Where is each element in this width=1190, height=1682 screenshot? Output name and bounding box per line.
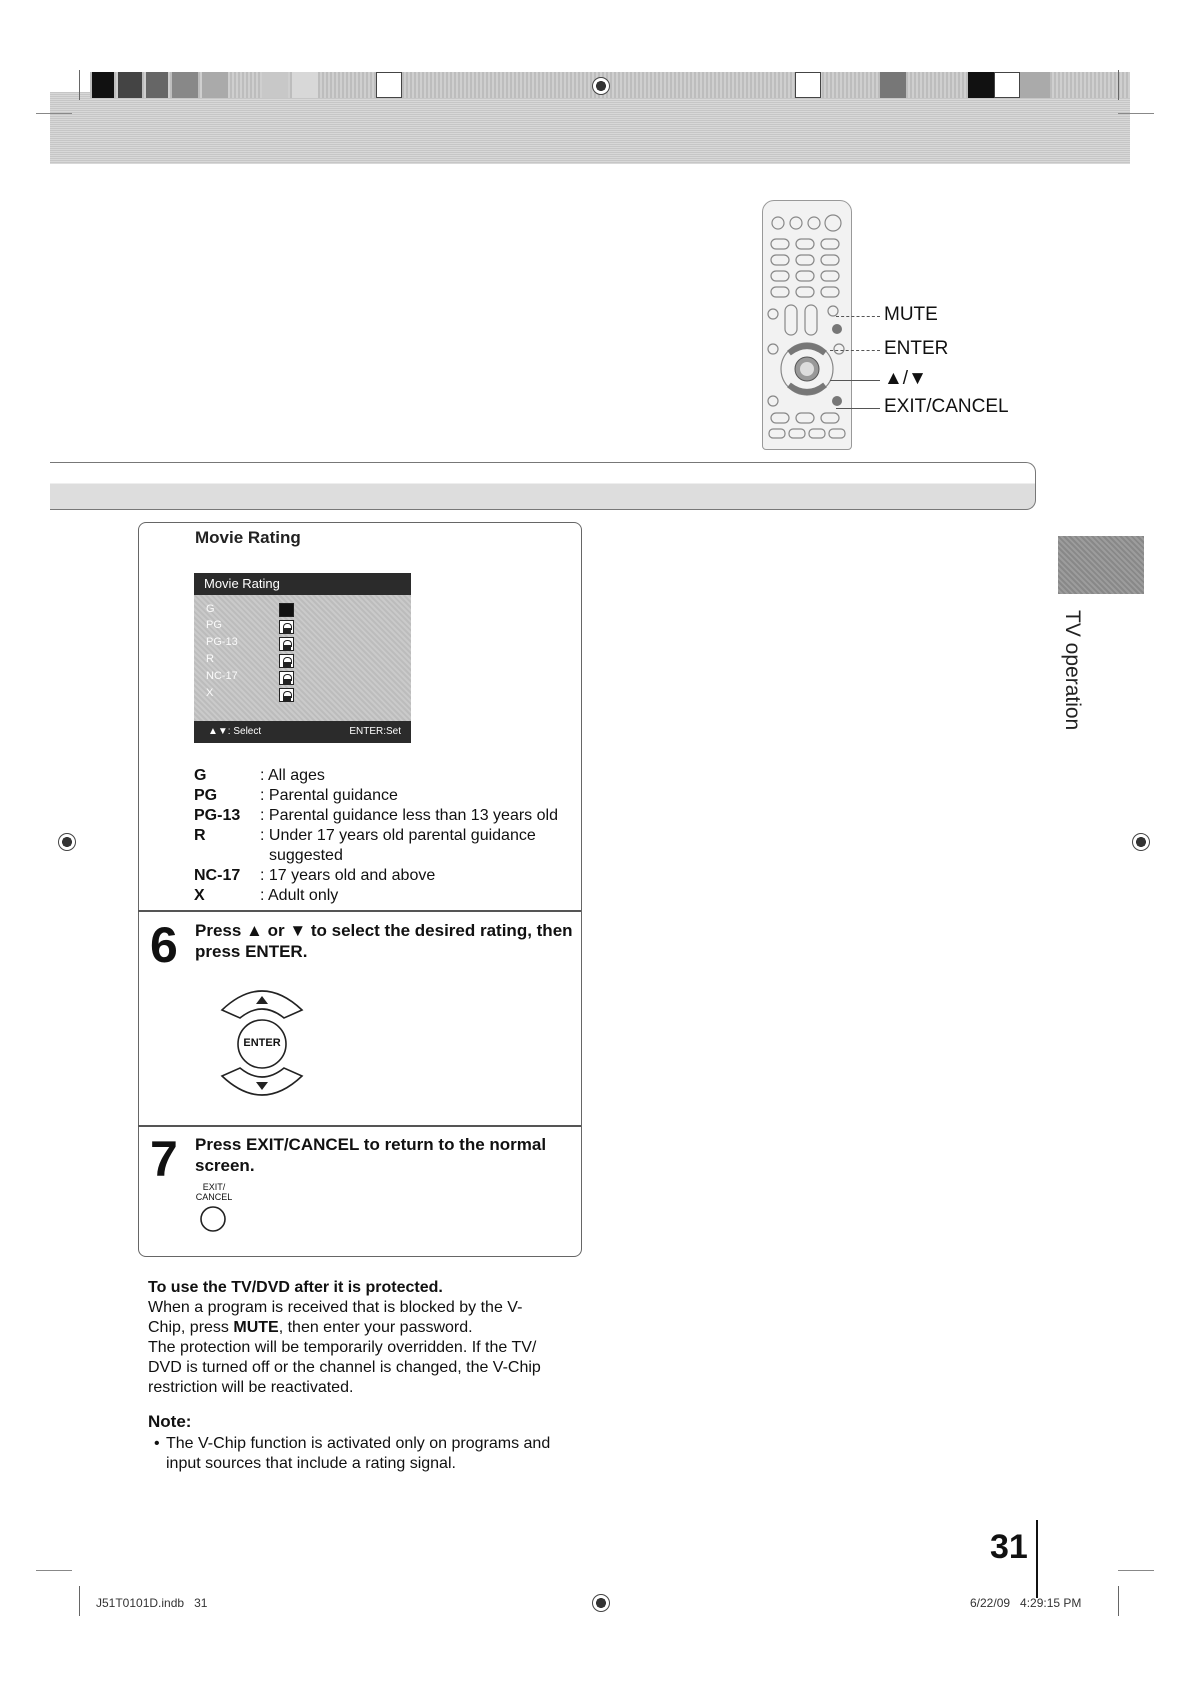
note-line1: The V-Chip function is activated only on programs and	[166, 1435, 551, 1452]
color-block	[172, 72, 198, 98]
crop-mark	[36, 113, 72, 114]
footer-file: J51T0101D.indb 31	[96, 1596, 208, 1610]
rating-code: PG	[194, 787, 218, 804]
rating-desc: : Parental guidance	[260, 787, 398, 804]
step-divider	[138, 910, 581, 912]
tv-rating-item: R	[206, 653, 214, 665]
rating-code: G	[194, 767, 207, 784]
color-block	[146, 72, 168, 98]
rating-code: NC-17	[194, 867, 241, 884]
tv-rating-item: PG-13	[206, 636, 238, 648]
unlocked-icon	[279, 603, 294, 617]
lock-icon	[279, 637, 294, 651]
rating-desc: : Under 17 years old parental guidance	[260, 827, 536, 844]
color-block	[880, 72, 906, 98]
note-heading: Note:	[148, 1412, 192, 1431]
tv-footer-select: ▲▼: Select	[208, 726, 262, 737]
crop-mark	[36, 1570, 72, 1571]
rating-desc: : 17 years old and above	[260, 867, 436, 884]
after-protect-line2-end: , then enter your password.	[278, 1319, 473, 1336]
rating-desc: : Parental guidance less than 13 years old	[260, 807, 558, 824]
color-block	[376, 72, 402, 98]
crop-mark	[1118, 1586, 1119, 1616]
remote-label-enter: ENTER	[884, 338, 949, 359]
color-block	[1020, 72, 1050, 98]
page-number: 31	[990, 1528, 1028, 1566]
color-block	[92, 72, 114, 98]
rating-desc: : Adult only	[260, 887, 339, 904]
remote-buttons-icon	[763, 201, 851, 449]
exit-cancel-icon-label	[194, 1182, 234, 1202]
crop-mark	[1118, 113, 1154, 114]
exit-label-line2: CANCEL	[195, 1192, 233, 1202]
lock-icon	[279, 620, 294, 634]
tv-screen-illustration	[194, 573, 411, 743]
after-protect-line4: DVD is turned off or the channel is changed, the V-Chip	[148, 1359, 541, 1376]
note-line2: input sources that include a rating signal.	[166, 1455, 456, 1472]
color-block	[292, 72, 318, 98]
tv-screen-footer	[194, 721, 411, 743]
step-number: 6	[150, 917, 178, 973]
remote-illustration	[762, 200, 852, 450]
step-7-text-line1: Press EXIT/CANCEL to return to the normal	[195, 1135, 547, 1154]
rating-code: PG-13	[194, 807, 241, 824]
after-protect-line5: restriction will be reactivated.	[148, 1379, 354, 1396]
mute-keyword: MUTE	[233, 1319, 279, 1336]
leader-line	[830, 380, 880, 382]
section-header-bar	[50, 462, 1036, 510]
after-protect-heading: To use the TV/DVD after it is protected.	[148, 1279, 443, 1296]
leader-line	[836, 408, 880, 410]
registration-mark	[58, 833, 76, 851]
color-block	[795, 72, 821, 98]
tv-rating-item: G	[206, 603, 215, 615]
side-tab	[1058, 536, 1144, 594]
remote-label-mute: MUTE	[884, 304, 938, 325]
rating-code: R	[194, 827, 206, 844]
tv-screen-title: Movie Rating	[194, 573, 411, 595]
step-6-text-line2: press ENTER.	[195, 942, 308, 961]
crop-mark	[1118, 70, 1119, 100]
color-block	[968, 72, 994, 98]
footer-timestamp: 6/22/09 4:29:15 PM	[970, 1596, 1082, 1610]
crop-mark	[1118, 1570, 1154, 1571]
lock-icon	[279, 688, 294, 702]
enter-icon-label: ENTER	[243, 1037, 281, 1049]
color-block	[262, 72, 288, 98]
crop-mark	[79, 70, 80, 100]
header-band	[50, 92, 1130, 164]
movie-rating-title: Movie Rating	[195, 528, 301, 547]
color-block	[202, 72, 228, 98]
exit-label-line1: EXIT/	[202, 1182, 226, 1192]
color-block	[118, 72, 142, 98]
remote-label-arrows: ▲/▼	[884, 368, 927, 389]
page-number-rule	[1036, 1520, 1038, 1598]
step-number: 7	[150, 1131, 178, 1187]
rating-desc: : All ages	[260, 767, 325, 784]
step-6-text-line1: Press ▲ or ▼ to select the desired rating, then	[195, 921, 573, 940]
lock-icon	[279, 654, 294, 668]
rating-desc: suggested	[269, 847, 343, 864]
after-protect-line2	[148, 1318, 473, 1338]
remote-label-exit-cancel: EXIT/CANCEL	[884, 396, 1009, 417]
crop-mark	[79, 1586, 80, 1616]
lock-icon	[279, 671, 294, 685]
tv-rating-item: X	[206, 687, 214, 699]
registration-mark	[592, 77, 610, 95]
leader-line	[836, 316, 880, 318]
after-protect-line3: The protection will be temporarily overridden. If the TV/	[148, 1339, 537, 1356]
tv-rating-item: PG	[206, 619, 222, 631]
tv-footer-enter: ENTER:Set	[349, 726, 401, 737]
leader-line	[830, 350, 880, 352]
after-protect-line1: When a program is received that is blocked by the V-	[148, 1299, 523, 1316]
step-7-text-line2: screen.	[195, 1156, 255, 1175]
rating-code: X	[194, 887, 205, 904]
registration-mark	[592, 1594, 610, 1612]
exit-button-icon	[198, 1204, 228, 1234]
registration-mark	[1132, 833, 1150, 851]
after-protect-line2-start: Chip, press	[148, 1319, 234, 1336]
side-tab-label: TV operation	[1061, 610, 1084, 731]
step-divider	[138, 1125, 581, 1127]
tv-rating-item: NC-17	[206, 670, 238, 682]
bullet-icon: •	[154, 1435, 160, 1452]
color-block	[994, 72, 1020, 98]
